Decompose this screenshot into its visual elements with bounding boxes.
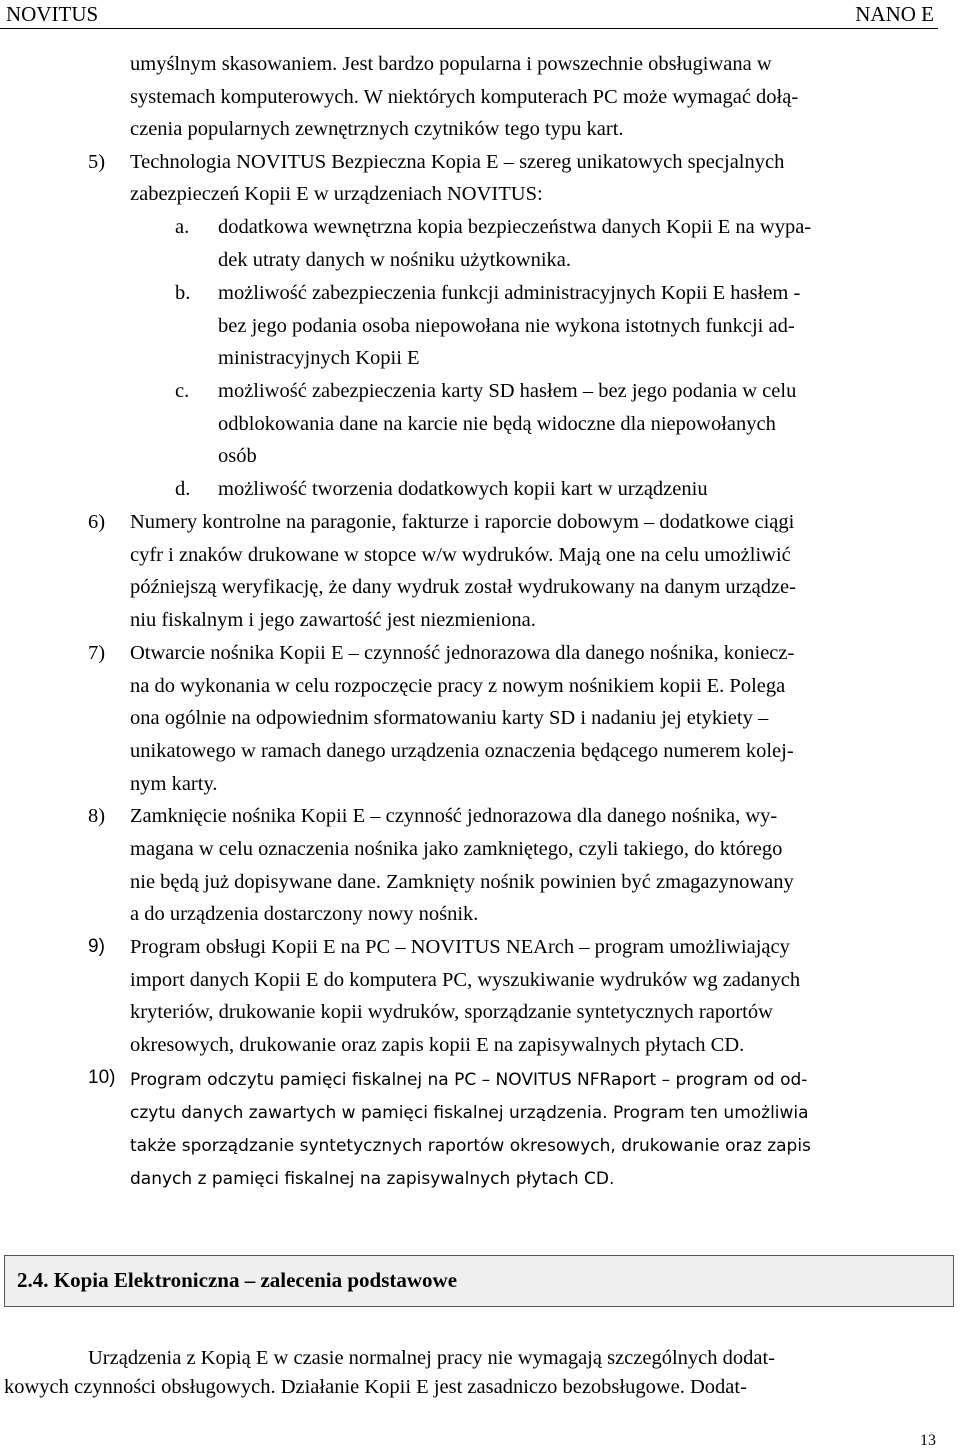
list-line: możliwość zabezpieczenia funkcji administracyjnych Kopii E hasłem - [218,282,801,304]
list-line: także sporządzanie syntetycznych raportów okresowych, drukowanie oraz zapis [130,1136,811,1156]
list-line: a do urządzenia dostarczony nowy nośnik. [130,903,479,925]
list-line: magana w celu oznaczenia nośnika jako zamkniętego, czyli takiego, do którego [130,838,783,860]
paragraph-line: kowych czynności obsługowych. Działanie Kopii E jest zasadniczo bezobsługowe. Dodat- [4,1376,747,1398]
list-line: na do wykonania w celu rozpoczęcie pracy z nowym nośnikiem kopii E. Polega [130,675,786,697]
list-line: bez jego podania osoba niepowołana nie wykona istotnych funkcji ad- [218,315,795,337]
list-line: unikatowego w ramach danego urządzenia oznaczenia będącego numerem kolej- [130,740,794,762]
section-heading-bar [4,1255,954,1307]
list-number: 8) [88,805,106,827]
list-line: nie będą już dopisywane dane. Zamknięty nośnik powinien być zmagazynowany [130,871,794,893]
list-line: umyślnym skasowaniem. Jest bardzo popularna i powszechnie obsługiwana w [130,53,772,75]
page-number: 13 [920,1432,936,1449]
list-letter: b. [175,282,191,304]
page-header [0,0,960,30]
paragraph-line: Urządzenia z Kopią E w czasie normalnej pracy nie wymagają szczególnych dodat- [88,1347,776,1369]
list-line: Zamknięcie nośnika Kopii E – czynność jednorazowa dla danego nośnika, wy- [130,805,778,827]
list-line: niu fiskalnym i jego zawartość jest niezmieniona. [130,609,536,631]
list-line: Technologia NOVITUS Bezpieczna Kopia E – szereg unikatowych specjalnych [130,151,785,173]
list-line: możliwość zabezpieczenia karty SD hasłem – bez jego podania w celu [218,380,797,402]
list-line: osób [218,445,257,467]
list-line: systemach komputerowych. W niektórych komputerach PC może wymagać dołą- [130,86,799,108]
list-line: czenia popularnych zewnętrznych czytników tego typu kart. [130,118,624,140]
list-line: cyfr i znaków drukowane w stopce w/w wydruków. Mają one na celu umożliwić [130,544,791,566]
list-line: Program odczytu pamięci fiskalnej na PC – NOVITUS NFRaport – program od od- [130,1070,808,1090]
list-number: 5) [88,151,106,173]
list-letter: c. [175,380,190,402]
header-right-title: NANO E [855,2,934,26]
list-line: dek utraty danych w nośniku użytkownika. [218,249,571,271]
list-line: Numery kontrolne na paragonie, fakturze i raporcie dobowym – dodatkowe ciągi [130,511,795,533]
list-number: 6) [88,511,106,533]
list-number: 9) [88,936,105,957]
list-line: ministracyjnych Kopii E [218,347,420,369]
header-left-title: NOVITUS [6,2,99,26]
list-line: nym karty. [130,773,218,795]
list-line: późniejszą weryfikację, że dany wydruk został wydrukowany na danym urządze- [130,576,796,598]
list-line: dodatkowa wewnętrzna kopia bezpieczeństwa danych Kopii E na wypa- [218,216,812,238]
list-line: danych z pamięci fiskalnej na zapisywalnych płytach CD. [130,1169,615,1189]
list-line: Program obsługi Kopii E na PC – NOVITUS NEArch – program umożliwiający [130,936,790,958]
list-line: zabezpieczeń Kopii E w urządzeniach NOVITUS: [130,183,543,205]
list-number: 10) [88,1067,116,1088]
list-letter: d. [175,478,191,500]
list-letter: a. [175,216,190,238]
list-line: czytu danych zawartych w pamięci fiskalnej urządzenia. Program ten umożliwia [130,1103,809,1123]
list-line: import danych Kopii E do komputera PC, wyszukiwanie wydruków wg zadanych [130,969,801,991]
list-line: kryteriów, drukowanie kopii wydruków, sporządzanie syntetycznych raportów [130,1001,773,1023]
section-title: 2.4. Kopia Elektroniczna – zalecenia podstawowe [17,1268,458,1292]
list-number: 7) [88,642,106,664]
list-line: Otwarcie nośnika Kopii E – czynność jednorazowa dla danego nośnika, koniecz- [130,642,795,664]
list-line: okresowych, drukowanie oraz zapis kopii E na zapisywalnych płytach CD. [130,1034,745,1056]
header-rule [0,28,938,29]
list-line: odblokowania dane na karcie nie będą widoczne dla niepowołanych [218,413,776,435]
list-line: możliwość tworzenia dodatkowych kopii kart w urządzeniu [218,478,708,500]
list-line: ona ogólnie na odpowiednim sformatowaniu karty SD i nadaniu jej etykiety – [130,707,769,729]
